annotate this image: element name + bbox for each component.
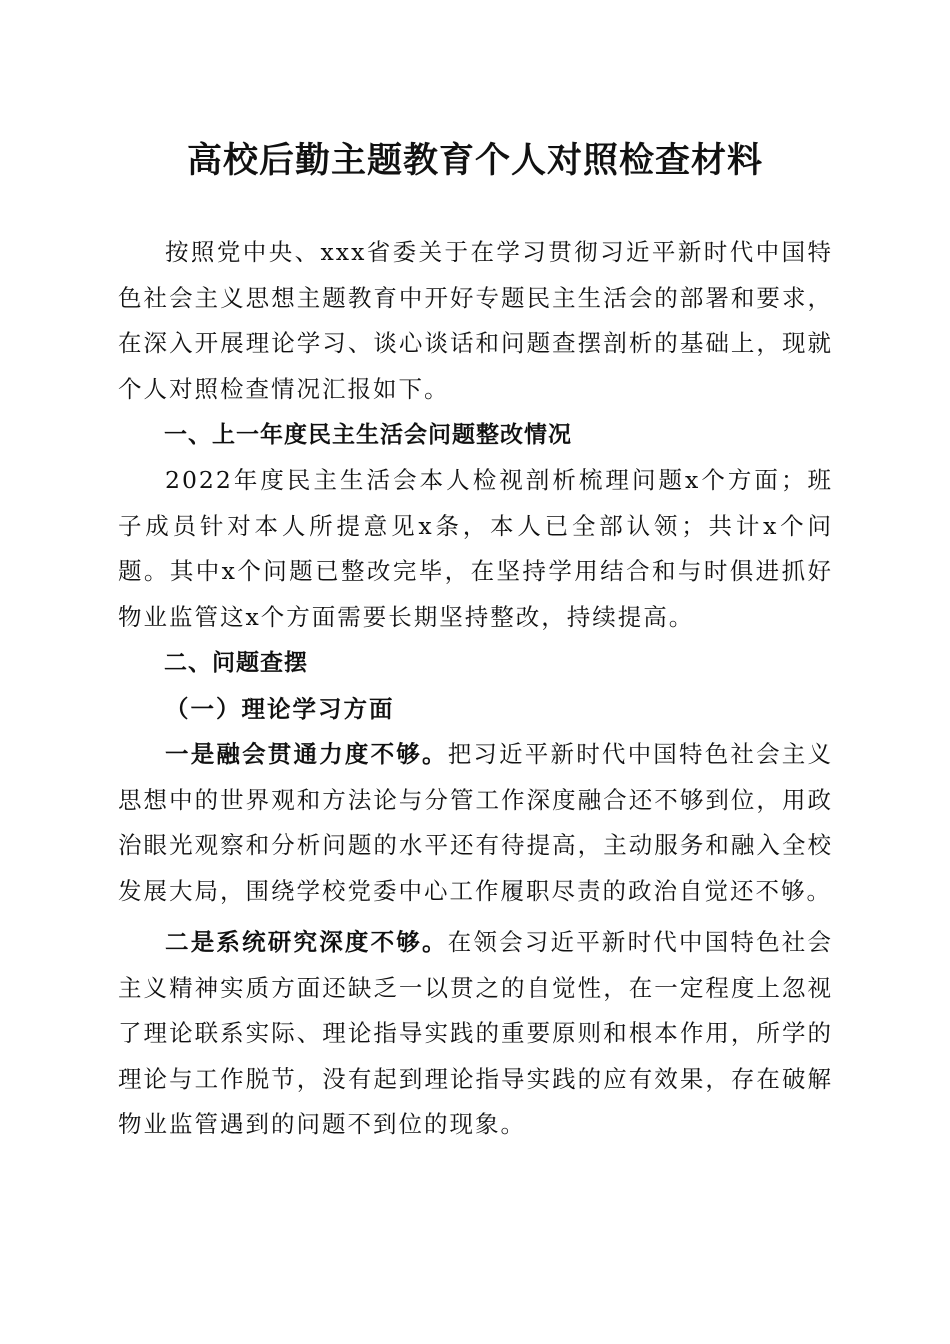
- document-body: [118, 230, 833, 1148]
- document-title: 高校后勤主题教育个人对照检查材料: [186, 140, 763, 181]
- section-2-heading: 二、问题查摆: [164, 650, 308, 676]
- intro-paragraph: 按照党中央、xxx省委关于在学习贯彻习近平新时代中国特色社会主义思想主题教育中开好专题民主生活会的部署和要求，在深入开展理论学习、谈心谈话和问题查摆剖析的基础上，现就个人对照检查情况汇报如下。: [118, 238, 833, 403]
- point-paragraph-1: [118, 732, 833, 914]
- section-1-heading: 一、上一年度民主生活会问题整改情况: [164, 422, 572, 448]
- section-1-paragraph: 2022年度民主生活会本人检视剖析梳理问题x个方面；班子成员针对本人所提意见x条，本人已全部认领；共计x个问题。其中x个问题已整改完毕，在坚持学用结合和与时俱进抓好物业监管这x个方面需要长期坚持整改，持续提高。: [118, 466, 833, 631]
- point-1-text: 把习近平新时代中国特色社会主义思想中的世界观和方法论与分管工作深度融合还不够到位，用政治眼光观察和分析问题的水平还有待提高，主动服务和融入全校发展大局，围绕学校党委中心工作履职尽责的政治自觉还不够。: [118, 740, 834, 905]
- point-2-lead: 二是系统研究深度不够。: [165, 928, 448, 956]
- point-2-text: 在领会习近平新时代中国特色社会主义精神实质方面还缺乏一以贯之的自觉性，在一定程度上忽视了理论联系实际、理论指导实践的重要原则和根本作用，所学的理论与工作脱节，没有起到理论指导实践的应有效果，存在破解物业监管遇到的问题不到位的现象。: [118, 928, 834, 1138]
- point-1-lead: 一是融会贯通力度不够。: [165, 740, 448, 768]
- section-2-subheading-1: （一）理论学习方面: [165, 695, 395, 723]
- point-paragraph-2: [118, 920, 833, 1148]
